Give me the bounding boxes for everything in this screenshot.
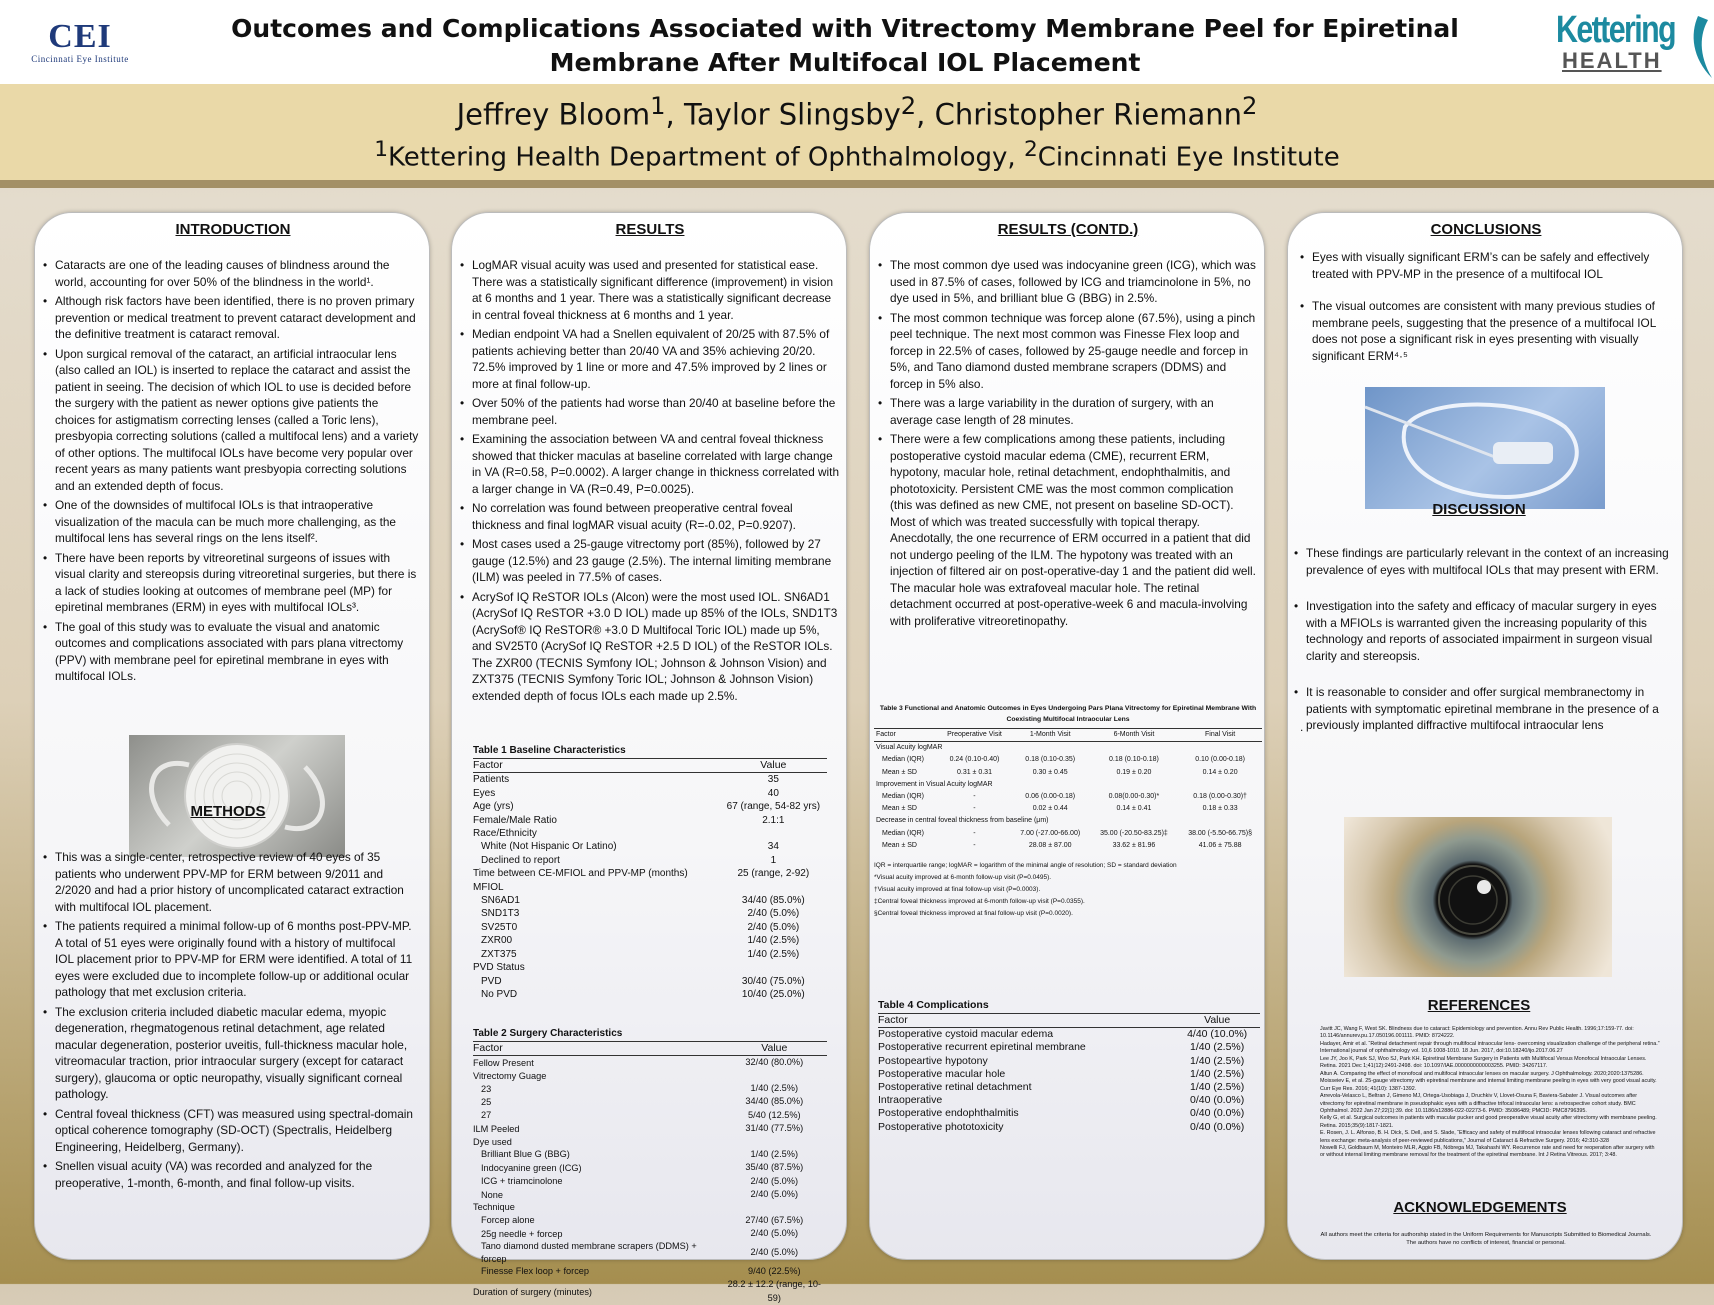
table-row (473, 1175, 827, 1188)
table-cell (722, 1136, 827, 1148)
bullet-item: • The goal of this study was to evaluate the visual and anatomic outcomes and complications associated with pars plana vitrectomy (PPV) with membrane peel for epiretinal membrane in eyes with multifocal IOLs. (41, 619, 419, 685)
table-cell: 0/40 (0.0%) (1189, 1120, 1245, 1133)
table-cell: Technique (473, 1202, 515, 1213)
bullet-item: • The most common technique was forcep alone (67.5%), using a pinch peel technique. The next most common was Finesse Flex loop and forcep in 22.5% of cases, followed by 25-gauge needle and forcep in 5%, and Tano diamond dusted membrane scrapers (DDMS) and forcep in 5% also. (876, 310, 1258, 393)
table-row (874, 840, 1262, 852)
header-divider (0, 180, 1714, 188)
discussion-heading: DISCUSSION (1432, 501, 1526, 518)
bullet-item: • No correlation was found between preoperative central foveal thickness and final logMAR visual acuity (R=-0.02, P=0.9207). (458, 500, 840, 533)
table-cell: White (Not Hispanic Or Latino) (481, 841, 617, 853)
table-header-cell: Final Visit (1178, 729, 1262, 742)
cei-logo-text: Cincinnati Eye Institute (31, 54, 129, 64)
table-cell: 28.08 ± 87.00 (1028, 841, 1072, 849)
table-cell: 2.1:1 (762, 814, 785, 826)
footnote: IQR = interquartile range; logMAR = logarithm of the minimal angle of resolution; SD = standard deviation (874, 862, 1177, 869)
table-header-cell: Value (720, 759, 827, 773)
table-row (473, 840, 827, 853)
table-header-cell: Factor (473, 1042, 722, 1056)
table-row (874, 803, 1262, 815)
table-cell: 0.02 ± 0.44 (1032, 805, 1068, 813)
table2-surgery (473, 1041, 827, 1305)
table-cell: Declined to report (481, 854, 560, 866)
bullet-item: • These findings are particularly relevant in the context of an increasing prevalence of eyes with multifocal IOLs that may present with ERM. (1292, 545, 1676, 578)
table-row (874, 791, 1262, 803)
reference-item: Nowelli FJ, Goldbaum M, Monteiro MLR, Aggio FB, Nóbrega MJ, Takahashi WY. Recurrence rate and need for reoperation after surgery with or without internal limiting membrane removal for the treatment of the epiretinal membrane. Int J Retina Vitreous. 2017; 3:48. (1320, 1145, 1655, 1159)
table-cell: MFIOL (473, 881, 504, 893)
bullet-item: • There was a large variability in the duration of surgery, with an average case length of 28 minutes. (876, 395, 1258, 428)
references-list (1320, 1026, 1660, 1160)
table-cell: Postoperative recurrent epiretinal membrane (878, 1041, 1086, 1054)
table-cell: SV25T0 (481, 921, 518, 933)
results-contd-list (876, 257, 1258, 632)
column-results (451, 212, 847, 1303)
reference-item: Moisseiev E, et al. 25-gauge vitrectomy with epiretinal membrane and internal limiting membrane peeling in eyes with very good visual acuity. Curr Eye Res. 2016; 41(10): 1387-1392. (1320, 1078, 1657, 1092)
cei-logo (20, 20, 140, 64)
table-cell: 1/40 (2.5%) (747, 935, 800, 947)
references-heading: REFERENCES (1427, 997, 1531, 1014)
table-cell: - (973, 793, 976, 801)
bullet-item: • The most common dye used was indocyanine green (ICG), which was used in 87.5% of cases, followed by ICG and triamcinolone in 5%, no dye used in 5%, and brilliant blue G (BBG) in 2.5%. (876, 257, 1258, 307)
table-cell: 40 (767, 787, 779, 799)
table-row (874, 767, 1262, 779)
table-cell: Race/Ethnicity (473, 828, 537, 840)
table-header-cell: Value (722, 1042, 827, 1056)
table-header-cell: Factor (473, 759, 720, 773)
table-row (473, 814, 827, 827)
table-row (473, 1070, 827, 1082)
bullet-item: • There were a few complications among these patients, including postoperative cystoid macular edema (CME), recurrent ERM, hypotony, macular hole, retinal detachment, endophthalmitis, and phototoxicity. Persistent CME was the most common complication (this was defined as new CME, not present on baseline SD-OCT). Most of which was treated successfully with topical therapy. Anecdotally, the one recurrence of ERM occurred in a patient that did not undergo peeling of the ILM. The hypotony was treated with an injection of filtered air on post-operative-day 1 and the patient did well. The macular hole was extrafoveal macular hole. The retinal detachment occurred at post-operative-week 6 and macula-involving with proliferative vitreoretinopathy. (876, 431, 1258, 629)
bullet-item: • Examining the association between VA and central foveal thickness showed that thicker maculas at baseline correlated with large change in VA (R=0.58, P=0.0002). A larger change in thickness correlated with a larger change in VA (R=0.49, P=0.0025). (458, 431, 840, 497)
table-row (473, 988, 827, 1001)
table4-complications (878, 1013, 1260, 1134)
table-cell: Eyes (473, 787, 496, 799)
iol-lens-icon (129, 735, 345, 857)
eye-photo (1344, 817, 1612, 977)
table-cell: 0.06 (0.00-0.18) (1025, 793, 1076, 801)
table-row (473, 1265, 827, 1278)
table-row (878, 1041, 1260, 1054)
table-cell (720, 827, 827, 840)
table-cell: 34 (767, 841, 779, 853)
table-cell: Indocyanine green (ICG) (481, 1162, 582, 1173)
table-row (878, 1107, 1260, 1120)
table-cell: Tano diamond dusted membrane scrapers (DDMS) + forcep (481, 1241, 697, 1264)
table-row (473, 773, 827, 787)
table-cell: 34/40 (85.0%) (741, 895, 805, 907)
conclusions-list (1298, 249, 1680, 380)
bullet-item: • Median endpoint VA had a Snellen equivalent of 20/25 with 87.5% of patients achieving better than 20/40 VA and 35% achieving 20/20. 72.5% improved by 1 line or more and 47.5% improved by 2 lines or more at final follow-up. (458, 326, 840, 392)
methods-heading: METHODS (190, 803, 266, 820)
bullet-item: • There have been reports by vitreoretinal surgeons of issues with visual clarity and stereopsis during vitreoretinal surgeries, but there is a lack of studies looking at outcomes of membrane peel (MP) for epiretinal membranes (ERM) in eyes with multifocal IOLs³. (41, 550, 419, 616)
table-row (473, 1095, 827, 1108)
table-cell: Postopeartive hypotony (878, 1054, 988, 1067)
table-cell: Age (yrs) (473, 801, 514, 813)
bullet-item: • Eyes with visually significant ERM’s can be safely and effectively treated with PPV-MP in the presence of a multifocal IOL (1298, 249, 1680, 282)
table-cell: 0.14 ± 0.41 (1116, 805, 1152, 813)
table-cell: Mean ± SD (882, 841, 917, 849)
table-cell: 28.2 ± 12.2 (range, 10-59) (727, 1279, 821, 1303)
table-cell: Finesse Flex loop + forcep (481, 1266, 590, 1277)
table-cell: ZXT375 (481, 948, 517, 960)
table-cell: 38.00 (-5.50-66.75)§ (1188, 829, 1253, 837)
reference-item: Lee JY, Joo K, Park SJ, Woo SJ, Park KH. Epiretinal Membrane Surgery in Patients with Multifocal Versus Monofocal Intraocular Lenses. Retina. 2021 Dec 1;41(12):2491-2498. doi: 10.1097/IAE.0000000000003255. PMID: 34267117. (1320, 1055, 1647, 1070)
table-row (473, 894, 827, 907)
column-results-contd (869, 212, 1265, 1260)
bullet-item: • Central foveal thickness (CFT) was measured using spectral-domain optical coherence tomography (SD-OCT) (Spectralis, Heidelberg Engineering, Heidelberg, Germany). (41, 1106, 413, 1156)
table-cell: 5/40 (12.5%) (747, 1109, 801, 1120)
table2-caption: Table 2 Surgery Characteristics (473, 1028, 623, 1039)
bullet-item: • Upon surgical removal of the cataract, an artificial intraocular lens (also called an IOL) is inserted to replace the cataract and assist the patient in seeing. The decision of which IOL to use is decided before the surgery with the patient as newer options give patients the choices for astigmatism correcting lenses (called a Toric lens), presbyopia correcting solutions (called a multifocal lens) and a variety of other options. The multifocal IOLs have become very popular over recent years as many patients want presbyopia correcting solutions and an extended depth of focus. (41, 346, 419, 495)
eye-icon (1344, 817, 1612, 977)
table-row (473, 1056, 827, 1070)
reference-item: Hadayer, Amir et al. “Retinal detachment repair through multifocal intraocular lens- overcoming visualization challenge of the peripheral retina.” International journal of ophthalmology vol. 10,6 1008-1010. 18 Jun. 2017, doi:10.18240/ijo.2017.06.27 (1320, 1040, 1660, 1055)
table-cell: 0.31 ± 0.31 (956, 768, 992, 776)
table-cell: - (973, 841, 976, 849)
multifocal-iol-photo (129, 735, 345, 857)
table-cell: 1/40 (2.5%) (747, 948, 800, 960)
bullet-item: • It is reasonable to consider and offer surgical membranectomy in patients with symptomatic epiretinal membrane in the presence of a previously implanted diffractive multifocal intraocular lens (1292, 684, 1676, 734)
table-row (473, 1278, 827, 1305)
acknowledgements-text: All authors meet the criteria for authorship stated in the Uniform Requirements for Manuscripts Submitted to Biomedical Journals. The authors have no conflicts of interest, financial or personal. (1320, 1232, 1652, 1246)
table-cell: 25 (481, 1097, 492, 1108)
table-row (874, 828, 1262, 840)
table-cell: Vitrectomy Guage (473, 1070, 547, 1081)
table-cell: No PVD (481, 988, 518, 1000)
table-row (473, 1161, 827, 1174)
table-cell: 27 (481, 1110, 492, 1121)
table3-caption: Table 3 Functional and Anatomic Outcomes in Eyes Undergoing Pars Plana Vitrectomy for Epiretinal Membrane With Coexisting Multifocal Intraocular Lens (879, 705, 1257, 723)
table-cell: 35/40 (87.5%) (745, 1162, 804, 1173)
column-conclusions (1287, 212, 1683, 1260)
table-row (878, 1094, 1260, 1107)
introduction-heading: INTRODUCTION (175, 221, 291, 238)
table-row (473, 1082, 827, 1095)
table-row (473, 867, 827, 880)
table-cell: Fellow Present (473, 1058, 534, 1068)
table-cell: SN6AD1 (481, 895, 520, 907)
table-cell (720, 881, 827, 894)
table-cell: 23 (481, 1083, 492, 1094)
footnote: †Visual acuity improved at final follow-up visit (P=0.0003). (874, 886, 1041, 893)
bullet-item: • Snellen visual acuity (VA) was recorded and analyzed for the preoperative, 1-month, 6-month, and final follow-up visits. (41, 1158, 413, 1191)
table-cell: PVD (481, 975, 502, 987)
acknowledgements-heading: ACKNOWLEDGEMENTS (1393, 1199, 1567, 1216)
table-cell: Female/Male Ratio (473, 814, 557, 826)
table-header-cell: 6-Month Visit (1090, 729, 1179, 742)
surgery-photo (1365, 387, 1605, 509)
table-cell: PVD Status (473, 962, 525, 974)
kettering-logo-top: Kettering (1556, 9, 1676, 51)
bullet-item: • Cataracts are one of the leading causes of blindness around the world, accounting for over 50% of the blindness in the world¹. (41, 257, 419, 290)
table-cell: 10/40 (25.0%) (741, 988, 805, 1000)
table-cell: 0.18 ± 0.33 (1202, 805, 1238, 813)
table-cell: Mean ± SD (882, 768, 917, 776)
table-row (874, 742, 1262, 755)
membrane-peel-icon (1365, 387, 1605, 509)
table-cell: 25g needle + forcep (481, 1228, 563, 1239)
table-header-cell: Preoperative Visit (938, 729, 1011, 742)
table-cell: 1/40 (2.5%) (750, 1083, 799, 1094)
table-row (473, 948, 827, 961)
table-cell: Improvement in Visual Acuity logMAR (876, 780, 993, 788)
table-cell: 0.24 (0.10-0.40) (949, 756, 1000, 764)
conclusions-heading: CONCLUSIONS (1430, 221, 1542, 238)
table-cell: None (481, 1189, 503, 1200)
table1-baseline (473, 758, 827, 1001)
table-row (473, 961, 827, 974)
kettering-logo-bottom: HEALTH (1562, 48, 1662, 73)
results-heading: RESULTS (615, 221, 685, 238)
table-row (473, 1240, 827, 1264)
methods-list (41, 849, 413, 1194)
table-cell: 2/40 (5.0%) (750, 1228, 799, 1239)
footnote: §Central foveal thickness improved at final follow-up visit (P=0.0020). (874, 910, 1073, 917)
table-cell: 0/40 (0.0%) (1189, 1107, 1245, 1120)
table-cell: Decrease in central foveal thickness from baseline (μm) (876, 817, 1049, 825)
table-row (473, 800, 827, 813)
table-cell: 33.62 ± 81.96 (1112, 841, 1156, 849)
table4-caption: Table 4 Complications (878, 999, 989, 1011)
kettering-logo (1556, 10, 1714, 82)
table-row (473, 1122, 827, 1135)
table-cell: Time between CE-MFIOL and PPV-MP (months) (473, 868, 688, 880)
table-cell: Median (IQR) (882, 756, 925, 764)
bullet-item: • One of the downsides of multifocal IOLs is that intraoperative visualization of the macula can be much more challenging, as the multifocal lens has several rings on the lens itself². (41, 497, 419, 547)
reference-item: Javitt JC, Wang F, West SK. Blindness due to cataract: Epidemiology and prevention. Annu Rev Public Health. 1996;17:159-77. doi: 10.1146/annurev.pu.17.050196.001111. PMID: 8724222. (1320, 1026, 1634, 1040)
authors: Jeffrey Bloom$^1$, Taylor Slingsby$^2$, Christopher Riemann$^2$ (456, 92, 1258, 132)
table-row (473, 881, 827, 894)
table-row (874, 815, 1262, 827)
reference-item: E. Rosen, J. L. Alfonso, B. H. Dick, S. Dell, and S. Slade, “Efficacy and safety of multifocal intraocular lenses following cataract and refractive lens exchange: meta-analysis of peer-reviewed publications,” Journal of Cataract & Refractive Surgery. 2016; 42:310-328 (1320, 1130, 1656, 1144)
table-cell (722, 1201, 827, 1213)
introduction-list (41, 257, 419, 688)
table-cell: 1/40 (2.5%) (1189, 1041, 1245, 1054)
table-cell: ICG + triamcinolone (481, 1176, 563, 1187)
bullet-item: • The visual outcomes are consistent with many previous studies of membrane peels, suggesting that the presence of a multifocal IOL does not pose a significant risk in eyes presenting with visually significant ERM⁴·⁵ (1298, 298, 1680, 364)
table-cell: Forcep alone (481, 1215, 535, 1226)
table-row (473, 827, 827, 840)
table-cell: 30/40 (75.0%) (741, 975, 805, 987)
table-cell: 1/40 (2.5%) (1189, 1054, 1245, 1067)
table3-footnotes (874, 860, 1262, 920)
table-row (473, 854, 827, 867)
table-row (473, 1214, 827, 1227)
table-cell: Visual Acuity logMAR (876, 744, 943, 752)
results-contd-heading: RESULTS (CONTD.) (997, 221, 1139, 238)
table-cell: 4/40 (10.0%) (1187, 1028, 1248, 1041)
table-header-cell: Factor (874, 729, 938, 742)
bullet-item: • Most cases used a 25-gauge vitrectomy port (85%), followed by 27 gauge (12.5%) and 23 gauge (2.5%). The internal limiting membrane (ILM) was peeled in 77.5% of cases. (458, 536, 840, 586)
table-cell: 1/40 (2.5%) (750, 1148, 799, 1159)
table-cell: Patients (473, 774, 510, 786)
table-cell: SND1T3 (481, 908, 520, 920)
table-cell: 0.18 (0.10-0.35) (1025, 756, 1076, 764)
column-introduction-methods (34, 212, 430, 1260)
table-cell: 2/40 (5.0%) (750, 1175, 799, 1186)
bullet-item: • AcrySof IQ ReSTOR IOLs (Alcon) were the most used IOL. SN6AD1 (AcrySof IQ ReSTOR +3.0 D IOL) made up 85% of the IOLs, SND1T3 (AcrySof® IQ ReSTOR® +3.0 D Multifocal Toric IOL) made up 5%, and SV25T0 (AcrySof IQ ReSTOR +2.5 D IOL) of the ReSTOR IOLs. The ZXR00 (TECNIS Symfony IOL; Johnson & Johnson Vision) and ZXT375 (TECNIS Symfony Toric IOL; Johnson & Johnson Vision) extended depth of focus IOLs each made up 2.5%. (458, 589, 840, 705)
table-cell: 0.14 ± 0.20 (1202, 768, 1238, 776)
table-cell: Postoperative retinal detachment (878, 1081, 1032, 1094)
discussion-list (1292, 545, 1676, 754)
bullet-item: • This was a single-center, retrospective review of 40 eyes of 35 patients who underwent PPV-MP for ERM between 9/2011 and 2/2020 and had a prior history of uncomplicated cataract extraction with multifocal IOL placement. (41, 849, 413, 915)
table-row (473, 934, 827, 947)
footnote: ‡Central foveal thickness improved at 6-month follow-up visit (P=0.0355). (874, 898, 1085, 905)
table-row (874, 754, 1262, 766)
table-cell: Postoperative phototoxicity (878, 1120, 1004, 1133)
bullet-item: • Investigation into the safety and efficacy of macular surgery in eyes with a MFIOLs is warranted given the increasing popularity of this technology and reports of associated impairment in surgeon visual clarity and stereopsis. (1292, 598, 1676, 664)
table-cell: 1 (770, 854, 777, 866)
header-bar (0, 0, 1714, 84)
table-row (473, 787, 827, 800)
table-cell: 0.10 (0.00-0.18) (1195, 756, 1246, 764)
table-cell: 0.18 (0.10-0.18) (1109, 756, 1159, 764)
stray-dot: . (1300, 720, 1304, 734)
table-row (878, 1055, 1260, 1068)
reference-item: Altun A. Comparing the effect of monofocal and multifocal intraocular lenses on macular surgery. J Ophthalmology. 2020;2020:1375286. (1320, 1070, 1644, 1077)
table-cell: Median (IQR) (882, 829, 925, 837)
bullet-item: • LogMAR visual acuity was used and presented for statistical ease. There was a statistically significant difference (improvement) in vision at 6 months and 1 year. There was a statistically significant decrease in central foveal thickness at 6 months and 1 year. (458, 257, 840, 323)
table-cell: 25 (range, 2-92) (737, 868, 810, 880)
table-header-cell: Value (1174, 1014, 1260, 1028)
table-cell: 0.19 ± 0.20 (1116, 768, 1152, 776)
poster-title: Outcomes and Complications Associated with Vitrectomy Membrane Peel for Epiretinal Membrane After Multifocal IOL Placement (231, 14, 1459, 77)
table-cell: 35.00 (-20.50-83.25)‡ (1100, 829, 1168, 837)
table-cell: Brilliant Blue G (BBG) (481, 1149, 570, 1160)
table-row (473, 1188, 827, 1201)
table-header-cell: Factor (878, 1014, 1174, 1028)
table-cell: 32/40 (80.0%) (745, 1057, 804, 1068)
table-header-cell: 1-Month Visit (1011, 729, 1090, 742)
reference-item: Arrevola-Velasco L, Beltran J, Gimeno MJ, Ortega-Usobiaga J, Druchkiv V, Llovet-Osuna F, Baviera-Sabater J. Visual outcomes after vitrectomy for epiretinal membrane in pseudophakic eyes with a diffractive trifocal intraocular lens: a retrospective cohort study. BMC Ophthalmol. 2022 Jan 27;22(1):39. doi: 10.1186/s12886-022-02273-6. PMID: 35086489; PMCID: PMC8796395. (1320, 1093, 1637, 1114)
table-cell: 67 (range, 54-82 yrs) (726, 801, 821, 813)
table-row (874, 779, 1262, 791)
table-cell: 2/40 (5.0%) (747, 921, 800, 933)
table3-outcomes (874, 728, 1262, 852)
table-cell: 35 (767, 774, 779, 786)
table-row (878, 1068, 1260, 1081)
table-row (473, 1148, 827, 1161)
table-cell: Postoperative cystoid macular edema (878, 1028, 1054, 1041)
table-cell: Intraoperative (878, 1094, 943, 1107)
results-list (458, 257, 840, 707)
table-cell: 0.18 (0.00-0.30)† (1193, 793, 1247, 801)
table-row (473, 1109, 827, 1122)
table-cell: 2/40 (5.0%) (750, 1246, 799, 1257)
table-cell: 2/40 (5.0%) (747, 908, 800, 920)
table1-caption: Table 1 Baseline Characteristics (473, 745, 626, 756)
table-cell: Median (IQR) (882, 793, 925, 801)
table-cell: 31/40 (77.5%) (745, 1123, 804, 1134)
reference-item: Kelly G, et al. Surgical outcomes in patients with macular pucker and good preoperative visual acuity after vitrectomy with membrane peeling. Retina. 2015;35(9):1817-1821. (1320, 1115, 1657, 1129)
table-row (473, 907, 827, 920)
table-row (473, 1201, 827, 1213)
table-row (878, 1081, 1260, 1094)
table-row (878, 1028, 1260, 1042)
table-cell (722, 1070, 827, 1082)
table-row (473, 1227, 827, 1240)
table-cell: 0.30 ± 0.45 (1032, 768, 1068, 776)
table-cell: 41.06 ± 75.88 (1198, 841, 1242, 849)
table-cell: 34/40 (85.0%) (745, 1096, 804, 1107)
table-cell: Postoperative endophthalmitis (878, 1107, 1019, 1120)
table-cell: ILM Peeled (473, 1123, 520, 1134)
affiliations: $^1$Kettering Health Department of Ophthalmology, $^2$Cincinnati Eye Institute (374, 137, 1340, 173)
table-cell: 9/40 (22.5%) (747, 1265, 801, 1276)
table-cell: Dye used (473, 1136, 512, 1147)
footnote: *Visual acuity improved at 6-month follow-up visit (P=0.0495). (874, 874, 1052, 881)
table-row (473, 975, 827, 988)
table-cell: 2/40 (5.0%) (750, 1189, 799, 1200)
table-cell: Postoperative macular hole (878, 1067, 1006, 1080)
table-cell: - (973, 805, 976, 813)
table-row (878, 1121, 1260, 1134)
table-cell: Mean ± SD (882, 805, 917, 813)
table-cell: 1/40 (2.5%) (1189, 1081, 1245, 1094)
table-cell: 7.00 (-27.00-66.00) (1020, 829, 1081, 837)
table-cell: Duration of surgery (minutes) (473, 1286, 592, 1297)
bullet-item: • Over 50% of the patients had worse than 20/40 at baseline before the membrane peel. (458, 395, 840, 428)
kettering-swoosh-icon (1688, 14, 1714, 80)
table-cell: 27/40 (67.5%) (745, 1214, 804, 1225)
bullet-item: • Although risk factors have been identified, there is no proven primary prevention or medical treatment to prevent cataract development and the definitive treatment is cataract removal. (41, 293, 419, 343)
table-cell: 0.08(0.00-0.30)* (1108, 793, 1160, 801)
table-cell (720, 961, 827, 974)
table-row (473, 921, 827, 934)
bullet-item: • The exclusion criteria included diabetic macular edema, myopic degeneration, rhegmatogenous retinal detachment, age related macular degeneration, posterior uveitis, full-thickness macular hole, vitreomacular traction, prior intraocular surgery (except for cataract surgery), glaucoma or optic neuropathy, visually significant corneal pathology. (41, 1004, 413, 1103)
table-row (473, 1136, 827, 1148)
table-cell: ZXR00 (481, 935, 513, 947)
table-cell: 0/40 (0.0%) (1189, 1094, 1245, 1107)
table-cell: - (973, 829, 976, 837)
cei-logo-mark: CEI (48, 18, 112, 55)
bullet-item: • The patients required a minimal follow-up of 6 months post-PPV-MP. A total of 51 eyes were originally found with a history of multifocal IOL placement prior to PPV-MP for ERM were identified. A total of 11 eyes were excluded due to incomplete follow-up or additional ocular pathology that met exclusion criteria. (41, 918, 413, 1001)
table-cell: 1/40 (2.5%) (1189, 1067, 1245, 1080)
